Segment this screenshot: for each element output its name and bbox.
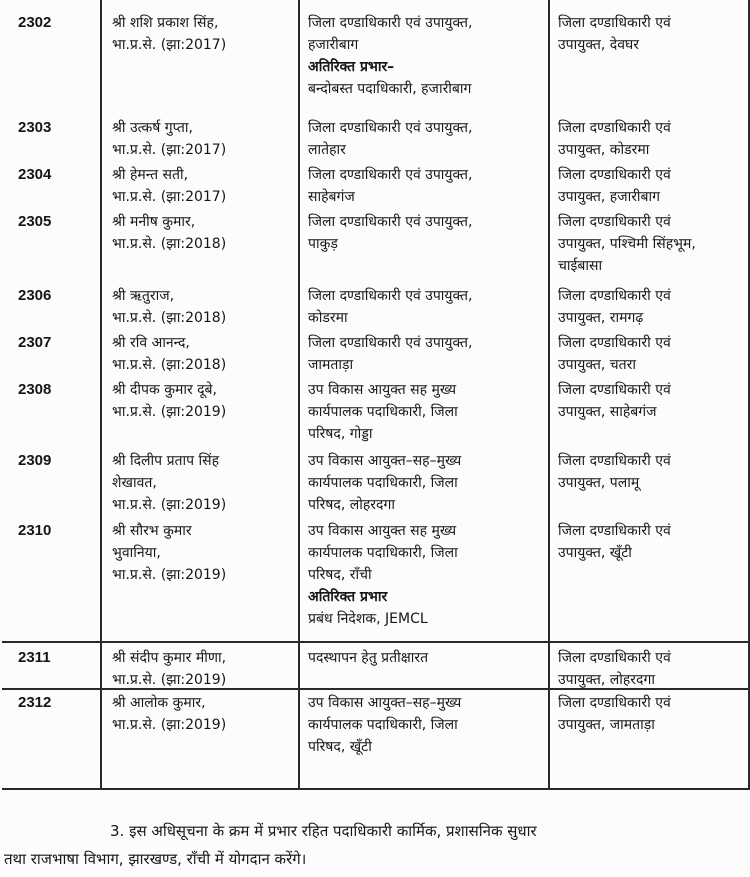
row-serial-number: 2304 bbox=[18, 166, 52, 183]
new-posting-line: जिला दण्डाधिकारी एवं bbox=[558, 15, 671, 31]
officer-name-line: श्री रवि आनन्द, bbox=[112, 335, 190, 351]
row-serial-number: 2312 bbox=[18, 694, 52, 711]
current-posting-line: कार्यपालक पदाधिकारी, जिला bbox=[308, 404, 458, 420]
new-posting-line: जिला दण्डाधिकारी एवं bbox=[558, 650, 671, 666]
current-posting-line: कार्यपालक पदाधिकारी, जिला bbox=[308, 717, 458, 733]
new-posting-line: उपायुक्त, पश्चिमी सिंहभूम, bbox=[558, 236, 696, 252]
current-posting-line: जामताड़ा bbox=[308, 357, 354, 373]
current-posting-line: पाकुड़ bbox=[308, 236, 338, 252]
new-posting-line: जिला दण्डाधिकारी एवं bbox=[558, 288, 671, 304]
officer-name-line: भा.प्र.से. (झा:2018) bbox=[112, 357, 227, 373]
officer-name-line: भा.प्र.से. (झा:2018) bbox=[112, 310, 227, 326]
new-posting-line: उपायुक्त, लोहरदगा bbox=[558, 672, 655, 688]
current-posting-line: जिला दण्डाधिकारी एवं उपायुक्त, bbox=[308, 167, 473, 183]
additional-charge-label: अतिरिक्त प्रभार bbox=[308, 589, 388, 605]
new-posting-line: उपायुक्त, पलामू bbox=[558, 475, 640, 491]
new-posting bbox=[558, 211, 748, 277]
officer-name-line: भा.प्र.से. (झा:2017) bbox=[112, 142, 227, 158]
officer-name bbox=[112, 332, 297, 376]
row-serial-number: 2302 bbox=[18, 14, 52, 31]
new-posting-line: जिला दण्डाधिकारी एवं bbox=[558, 214, 671, 230]
column-rule-4 bbox=[748, 0, 750, 790]
current-posting-line: उप विकास आयुक्त सह मुख्य bbox=[308, 523, 457, 539]
officer-name bbox=[112, 285, 297, 329]
new-posting-line: जिला दण्डाधिकारी एवं bbox=[558, 523, 671, 539]
officer-name bbox=[112, 117, 297, 161]
current-posting-line: हजारीबाग bbox=[308, 37, 359, 53]
officer-name bbox=[112, 647, 297, 691]
additional-charge-label: अतिरिक्त प्रभार– bbox=[308, 59, 395, 75]
row-serial-number: 2303 bbox=[18, 119, 52, 136]
current-posting-line: जिला दण्डाधिकारी एवं उपायुक्त, bbox=[308, 120, 473, 136]
officer-name-line: शेखावत, bbox=[112, 475, 157, 491]
officer-name-line: भा.प्र.से. (झा:2017) bbox=[112, 37, 227, 53]
new-posting-line: उपायुक्त, कोडरमा bbox=[558, 142, 650, 158]
officer-name-line: श्री दिलीप प्रताप सिंह bbox=[112, 453, 220, 469]
officer-name-line: भुवानिया, bbox=[112, 545, 161, 561]
officer-name-line: श्री सौरभ कुमार bbox=[112, 523, 192, 539]
new-posting bbox=[558, 692, 748, 736]
officer-name-line: भा.प्र.से. (झा:2019) bbox=[112, 497, 227, 513]
officer-name bbox=[112, 450, 297, 516]
current-posting bbox=[308, 164, 546, 208]
row-serial-number: 2308 bbox=[18, 381, 52, 398]
current-posting bbox=[308, 520, 546, 630]
officer-name-line: श्री ऋतुराज, bbox=[112, 288, 175, 304]
current-posting bbox=[308, 117, 546, 161]
new-posting-line: चाईबासा bbox=[558, 258, 603, 274]
new-posting-line: जिला दण्डाधिकारी एवं bbox=[558, 167, 671, 183]
new-posting bbox=[558, 332, 748, 376]
officer-name-line: श्री हेमन्त सती, bbox=[112, 167, 189, 183]
footer-paragraph-line-2: तथा राजभाषा विभाग, झारखण्ड, राँची में योगदान करेंगे। bbox=[4, 850, 307, 868]
current-posting bbox=[308, 379, 546, 445]
new-posting-line: उपायुक्त, देवघर bbox=[558, 37, 639, 53]
current-posting bbox=[308, 647, 546, 669]
new-posting-line: उपायुक्त, चतरा bbox=[558, 357, 636, 373]
officer-name-line: श्री मनीष कुमार, bbox=[112, 214, 196, 230]
new-posting bbox=[558, 12, 748, 56]
officer-name-line: श्री आलोक कुमार, bbox=[112, 695, 206, 711]
current-posting-line: कोडरमा bbox=[308, 310, 348, 326]
new-posting bbox=[558, 379, 748, 423]
officer-name-line: भा.प्र.से. (झा:2017) bbox=[112, 189, 227, 205]
officer-name bbox=[112, 164, 297, 208]
officer-name-line: श्री संदीप कुमार मीणा, bbox=[112, 650, 227, 666]
officer-name-line: भा.प्र.से. (झा:2019) bbox=[112, 567, 227, 583]
new-posting-line: जिला दण्डाधिकारी एवं bbox=[558, 335, 671, 351]
current-posting-line: जिला दण्डाधिकारी एवं उपायुक्त, bbox=[308, 15, 473, 31]
row-serial-number: 2310 bbox=[18, 522, 52, 539]
officer-name bbox=[112, 520, 297, 586]
current-posting-line: जिला दण्डाधिकारी एवं उपायुक्त, bbox=[308, 214, 473, 230]
current-posting-line: पदस्थापन हेतु प्रतीक्षारत bbox=[308, 650, 429, 666]
current-posting bbox=[308, 692, 546, 758]
new-posting-line: जिला दण्डाधिकारी एवं bbox=[558, 453, 671, 469]
current-posting-line: कार्यपालक पदाधिकारी, जिला bbox=[308, 475, 458, 491]
current-posting bbox=[308, 450, 546, 516]
current-posting-line: उप विकास आयुक्त सह मुख्य bbox=[308, 382, 457, 398]
officer-name bbox=[112, 12, 297, 56]
new-posting-line: उपायुक्त, जामताड़ा bbox=[558, 717, 655, 733]
new-posting bbox=[558, 520, 748, 564]
row-serial-number: 2311 bbox=[18, 649, 51, 666]
officer-name bbox=[112, 211, 297, 255]
new-posting bbox=[558, 117, 748, 161]
current-posting bbox=[308, 12, 546, 100]
current-posting-line: परिषद, खूँटी bbox=[308, 739, 372, 755]
footer-paragraph-line-1: 3. इस अधिसूचना के क्रम में प्रभार रहित पदाधिकारी कार्मिक, प्रशासनिक सुधार bbox=[110, 822, 537, 840]
new-posting-line: उपायुक्त, हजारीबाग bbox=[558, 189, 661, 205]
new-posting bbox=[558, 285, 748, 329]
officer-name-line: भा.प्र.से. (झा:2018) bbox=[112, 236, 227, 252]
new-posting-line: उपायुक्त, रामगढ़ bbox=[558, 310, 644, 326]
current-posting-line: परिषद, गोड्डा bbox=[308, 426, 373, 442]
new-posting-line: जिला दण्डाधिकारी एवं bbox=[558, 120, 671, 136]
row-serial-number: 2306 bbox=[18, 287, 52, 304]
new-posting bbox=[558, 647, 748, 691]
current-posting-line: उप विकास आयुक्त–सह–मुख्य bbox=[308, 695, 462, 711]
current-posting-line: परिषद, लोहरदगा bbox=[308, 497, 395, 513]
current-posting bbox=[308, 285, 546, 329]
officer-name-line: भा.प्र.से. (झा:2019) bbox=[112, 404, 227, 420]
officer-name-line: श्री दीपक कुमार दूबे, bbox=[112, 382, 218, 398]
officer-name bbox=[112, 692, 297, 736]
officer-name bbox=[112, 379, 297, 423]
new-posting-line: जिला दण्डाधिकारी एवं bbox=[558, 382, 671, 398]
new-posting-line: जिला दण्डाधिकारी एवं bbox=[558, 695, 671, 711]
additional-charge-text: प्रबंध निदेशक, JEMCL bbox=[308, 611, 428, 627]
row-serial-number: 2309 bbox=[18, 452, 52, 469]
current-posting bbox=[308, 211, 546, 255]
new-posting-line: उपायुक्त, खूँटी bbox=[558, 545, 632, 561]
row-serial-number: 2307 bbox=[18, 334, 52, 351]
officer-name-line: भा.प्र.से. (झा:2019) bbox=[112, 717, 227, 733]
new-posting bbox=[558, 164, 748, 208]
column-rule-3 bbox=[548, 0, 550, 790]
officer-name-line: श्री उत्कर्ष गुप्ता, bbox=[112, 120, 193, 136]
current-posting-line: कार्यपालक पदाधिकारी, जिला bbox=[308, 545, 458, 561]
current-posting-line: जिला दण्डाधिकारी एवं उपायुक्त, bbox=[308, 335, 473, 351]
new-posting bbox=[558, 450, 748, 494]
new-posting-line: उपायुक्त, साहेबगंज bbox=[558, 404, 657, 420]
column-rule-1 bbox=[100, 0, 102, 790]
current-posting-line: साहेबगंज bbox=[308, 189, 355, 205]
additional-charge-text: बन्दोबस्त पदाधिकारी, हजारीबाग bbox=[308, 81, 472, 97]
row-rule-top-2311 bbox=[2, 641, 750, 643]
current-posting-line: लातेहार bbox=[308, 142, 346, 158]
current-posting-line: जिला दण्डाधिकारी एवं उपायुक्त, bbox=[308, 288, 473, 304]
current-posting bbox=[308, 332, 546, 376]
current-posting-line: उप विकास आयुक्त–सह–मुख्य bbox=[308, 453, 462, 469]
row-serial-number: 2305 bbox=[18, 213, 52, 230]
column-rule-2 bbox=[298, 0, 300, 790]
officer-name-line: श्री शशि प्रकाश सिंह, bbox=[112, 15, 219, 31]
officer-name-line: भा.प्र.से. (झा:2019) bbox=[112, 672, 227, 688]
table-bottom-rule bbox=[2, 788, 750, 790]
current-posting-line: परिषद, राँची bbox=[308, 567, 372, 583]
